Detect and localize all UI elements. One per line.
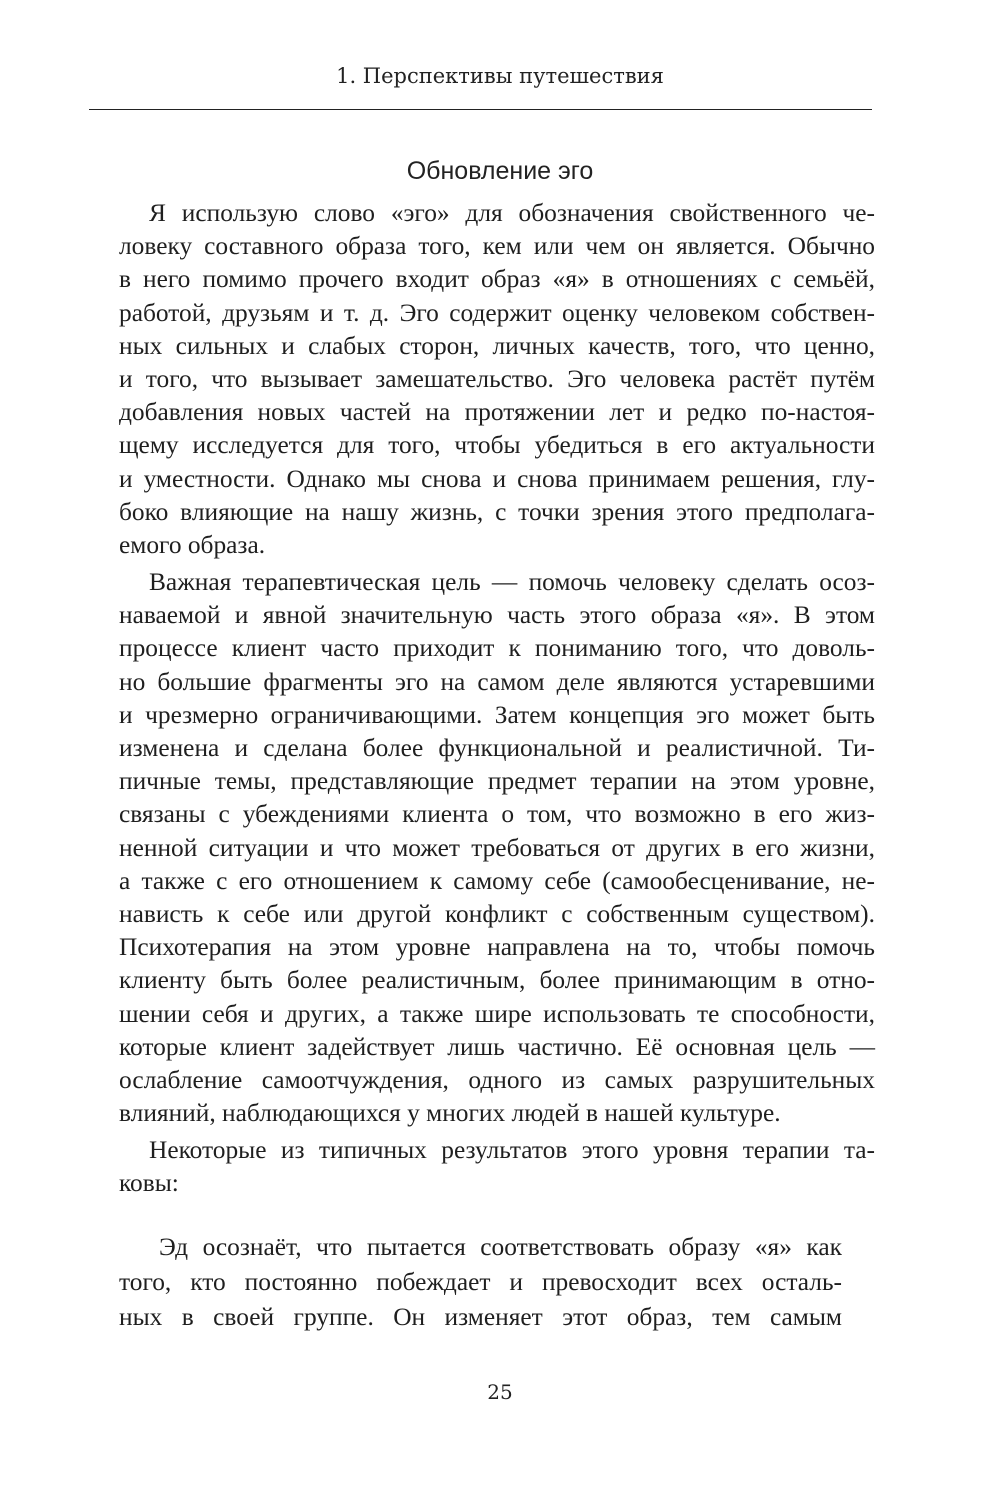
page-number: 25 xyxy=(487,1380,513,1404)
text-line: ослабление самоотчуждения, одного из самых разрушительных xyxy=(119,1065,875,1094)
quote-line: ных в своей группе. Он изменяет этот образ, тем самым xyxy=(119,1303,842,1331)
text-line: процессе клиент часто приходит к пониманию того, что доволь- xyxy=(119,634,875,663)
text-line: клиенту быть более реалистичным, более принимающим в отно- xyxy=(119,966,875,995)
text-line: шении себя и других, а также шире использовать те способности, xyxy=(119,999,875,1028)
text-line: влияний, наблюдающихся у многих людей в нашей культуре. xyxy=(119,1099,781,1128)
text-line: и того, что вызывает замешательство. Эго человека растёт путём xyxy=(119,364,875,393)
body-text xyxy=(119,197,875,1201)
text-line: и чрезмерно ограничивающими. Затем концепция эго может быть xyxy=(119,700,875,729)
header-rule xyxy=(89,109,872,110)
text-line: которые клиент задействует лишь частично. Её основная цель — xyxy=(119,1032,875,1061)
text-line: связаны с убеждениями клиента о том, что возможно в его жиз- xyxy=(119,800,875,829)
quote-line: того, кто постоянно побеждает и превосходит всех осталь- xyxy=(119,1268,842,1296)
text-line: нависть к себе или другой конфликт с собственным существом). xyxy=(119,899,875,928)
text-line: в него помимо прочего входит образ «я» в отношениях с семьёй, xyxy=(119,265,875,294)
text-line: емого образа. xyxy=(119,530,266,559)
quote-line: Эд осознаёт, что пытается соответствовать образу «я» как xyxy=(159,1233,842,1261)
text-line: ловеку составного образа того, кем или чем он является. Обычно xyxy=(119,232,875,261)
section-title: Обновление эго xyxy=(406,157,594,185)
example-quote xyxy=(119,1230,842,1335)
text-line: и уместности. Однако мы снова и снова принимаем решения, глу- xyxy=(119,464,875,493)
text-line: изменена и сделана более функциональной и реалистичной. Ти- xyxy=(119,734,875,762)
text-line: пичные темы, представляющие предмет терапии на этом уровне, xyxy=(119,767,875,796)
text-line: наваемой и явной значительную часть этого образа «я». В этом xyxy=(119,601,875,630)
text-line: Важная терапевтическая цель — помочь человеку сделать осоз- xyxy=(149,568,875,597)
text-line: работой, друзьям и т. д. Эго содержит оценку человеком собствен- xyxy=(119,298,875,327)
text-line: ных сильных и слабых сторон, личных качеств, того, что ценно, xyxy=(119,331,875,360)
text-line: но большие фрагменты эго на самом деле являются устаревшими xyxy=(119,667,875,696)
text-line: Психотерапия на этом уровне направлена на то, чтобы помочь xyxy=(119,933,875,962)
text-line: ненной ситуации и что может требоваться от других в его жизни, xyxy=(119,833,875,862)
text-line: ковы: xyxy=(119,1169,179,1198)
running-header: 1. Перспективы путешествия xyxy=(336,64,664,88)
text-line: Я использую слово «эго» для обозначения свойственного че- xyxy=(149,199,875,227)
text-line: добавления новых частей на протяжении лет и редко по-настоя- xyxy=(119,398,875,427)
text-line: а также с его отношением к самому себе (самообесценивание, не- xyxy=(119,866,875,895)
text-line: боко влияющие на нашу жизнь, с точки зрения этого предполага- xyxy=(119,497,875,526)
text-line: щему исследуется для того, чтобы убедиться в его актуальности xyxy=(119,431,875,460)
text-line: Некоторые из типичных результатов этого уровня терапии та- xyxy=(149,1136,875,1165)
